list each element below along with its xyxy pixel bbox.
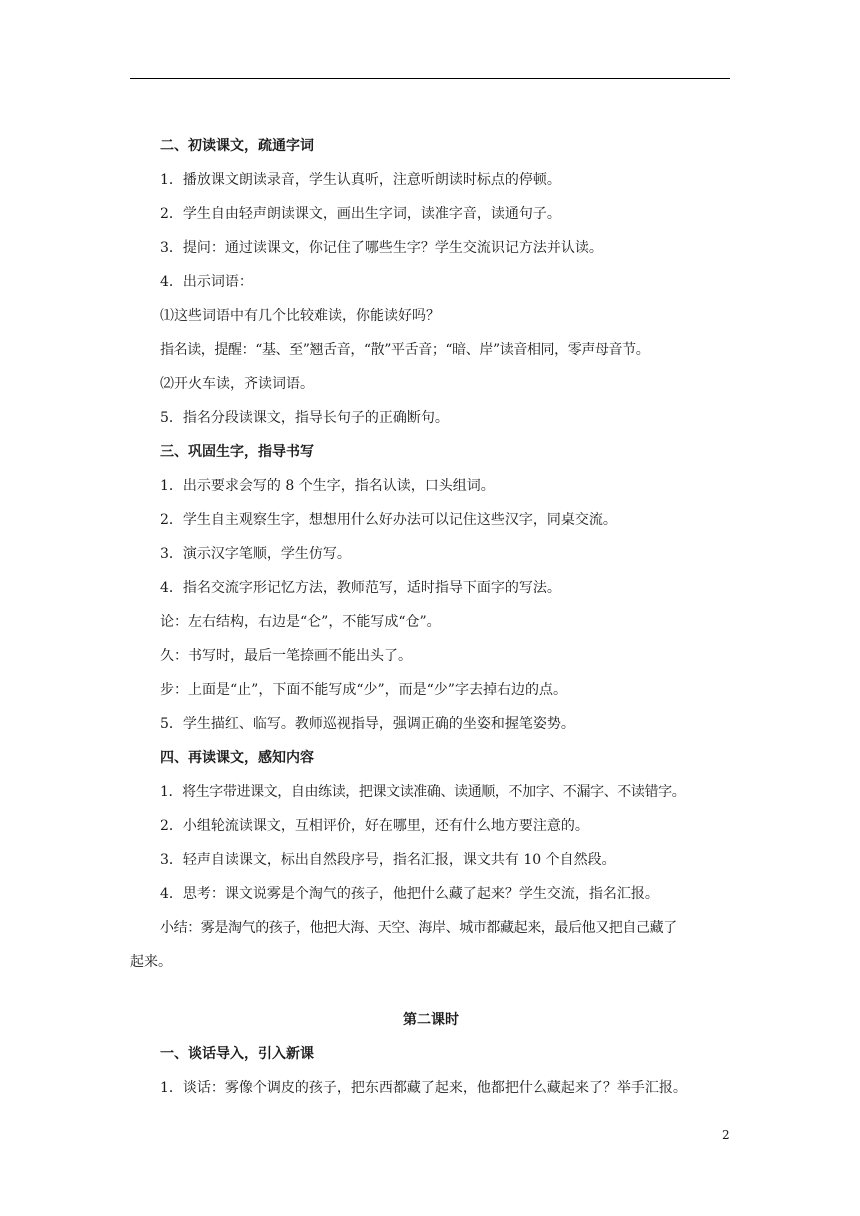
section-heading: 一、谈话导入，引入新课 [160, 1046, 314, 1062]
list-item: 2．学生自由轻声朗读课文，画出生字词，读准字音，读通句子。 [160, 206, 561, 222]
page-number: 2 [722, 1128, 730, 1142]
list-item: 1．出示要求会写的 8 个生字，指名认读，口头组词。 [160, 478, 495, 494]
list-item: 4．思考：课文说雾是个淘气的孩子，他把什么藏了起来？学生交流，指名汇报。 [160, 886, 659, 902]
lesson-title: 第二课时 [403, 1012, 459, 1028]
header-rule [130, 78, 730, 79]
list-item: ⑴这些词语中有几个比较难读，你能读好吗？ [160, 308, 440, 324]
summary-line: 起来。 [130, 954, 172, 970]
list-item: ⑵开火车读，齐读词语。 [160, 376, 314, 392]
list-item: 5．指名分段读课文，指导长句子的正确断句。 [160, 410, 449, 426]
list-item: 1．将生字带进课文，自由练读，把课文读准确、读通顺，不加字、不漏字、不读错字。 [160, 784, 686, 800]
list-item: 2．学生自主观察生字，想想用什么好办法可以记住这些汉字，同桌交流。 [160, 512, 617, 528]
list-item: 2．小组轮流读课文，互相评价，好在哪里，还有什么地方要注意的。 [160, 818, 589, 834]
list-item: 3．演示汉字笔顺，学生仿写。 [160, 546, 351, 562]
list-item: 3．提问：通过读课文，你记住了哪些生字？学生交流识记方法并认读。 [160, 240, 603, 256]
document-body [130, 138, 732, 1114]
section-heading: 三、巩固生字，指导书写 [160, 444, 314, 460]
section-heading: 二、初读课文，疏通字词 [160, 138, 314, 154]
list-item: 3．轻声自读课文，标出自然段序号，指名汇报，课文共有 10 个自然段。 [160, 852, 616, 868]
list-item: 久：书写时，最后一笔捺画不能出头了。 [160, 648, 412, 664]
section-heading: 四、再读课文，感知内容 [160, 750, 314, 766]
summary-line: 小结：雾是淘气的孩子，他把大海、天空、海岸、城市都藏起来，最后他又把自己藏了 [160, 920, 677, 936]
list-item: 1．谈话：雾像个调皮的孩子，把东西都藏了起来，他都把什么藏起来了？举手汇报。 [160, 1080, 687, 1096]
list-item: 指名读，提醒：“基、至”翘舌音，“散”平舌音；“暗、岸”读音相同，零声母音节。 [160, 342, 650, 358]
list-item: 4．出示词语： [160, 274, 253, 290]
list-item: 5．学生描红、临写。教师巡视指导，强调正确的坐姿和握笔姿势。 [160, 716, 575, 732]
list-item: 1．播放课文朗读录音，学生认真听，注意听朗读时标点的停顿。 [160, 172, 561, 188]
list-item: 4．指名交流字形记忆方法，教师范写，适时指导下面字的写法。 [160, 580, 561, 596]
list-item: 步：上面是“止”，下面不能写成“少”，而是“少”字去掉右边的点。 [160, 682, 567, 698]
list-item: 论：左右结构，右边是“仑”，不能写成“仓”。 [160, 614, 441, 630]
